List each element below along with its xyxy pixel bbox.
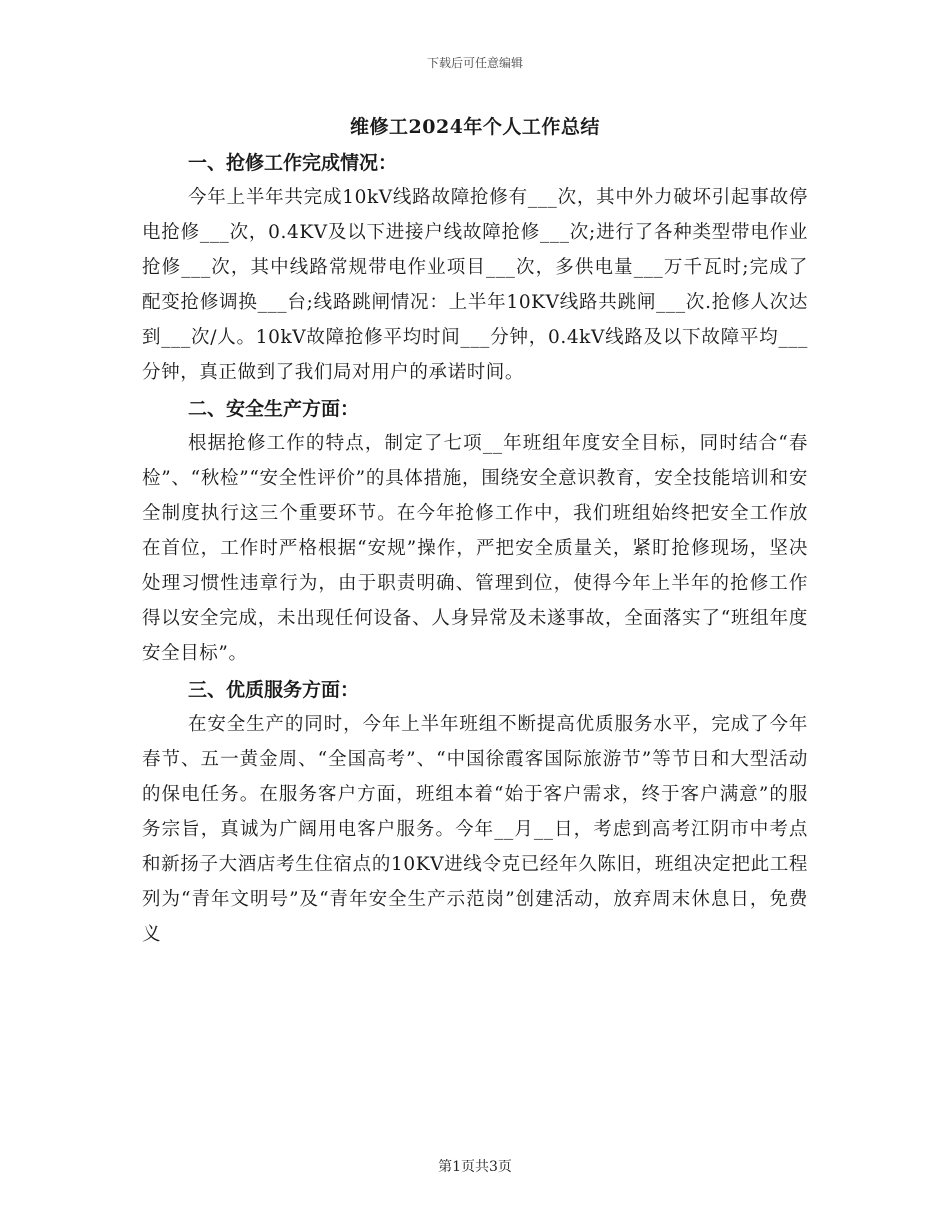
section-heading: 二、安全生产方面： [188,398,360,420]
section-paragraph: 今年上半年共完成10kV线路故障抢修有___次，其中外力破坏引起事故停电抢修___次，0.4KV及以下进接户线故障抢修___次;进行了各种类型带电作业抢修___次，其中线路常规带电作业项目___次，多供电量___万千瓦时;完成了配变抢修调换___台;线路跳闸情况：上半年10KV线路共跳闸___次.抢修人次达到___次/人。10kV故障抢修平均时间___分钟，0.4kV线路及以下故障平均___分钟，真正做到了我们局对用户的承诺时间。 [142,187,808,383]
section-paragraph: 根据抢修工作的特点，制定了七项__年班组年度安全目标，同时结合“春检”、“秋检”“安全性评价”的具体措施，围绕安全意识教育，安全技能培训和安全制度执行这三个重要环节。在今年抢修工作中，我们班组始终把安全工作放在首位，工作时严格根据“安规”操作，严把安全质量关，紧盯抢修现场，坚决处理习惯性违章行为，由于职责明确、管理到位，使得今年上半年的抢修工作得以安全完成，未出现任何设备、人身异常及未遂事故，全面落实了“班组年度安全目标”。 [142,433,808,664]
section-quality-service [142,673,808,952]
section-heading: 一、抢修工作完成情况： [188,152,398,174]
section-paragraph: 在安全生产的同时，今年上半年班组不断提高优质服务水平，完成了今年春节、五一黄金周、“全国高考”、“中国徐霞客国际旅游节”等节日和大型活动的保电任务。在服务客户方面，班组本着“始于客户需求，终于客户满意”的服务宗旨，真诚为广阔用电客户服务。今年__月__日，考虑到高考江阴市中考点和新扬子大酒店考生住宿点的10KV进线令克已经年久陈旧，班组决定把此工程列为“青年文明号”及“青年安全生产示范岗”创建活动，放弃周末休息日，免费义 [142,714,808,945]
document-title: 维修工2024年个人工作总结 [350,116,600,138]
section-heading: 三、优质服务方面： [188,679,360,701]
section-repair-work [142,146,808,390]
document-body [142,146,808,954]
page-header-note: 下载后可任意编辑 [426,56,523,70]
section-safety-production [142,392,808,671]
page-number: 第1页共3页 [438,1159,512,1175]
